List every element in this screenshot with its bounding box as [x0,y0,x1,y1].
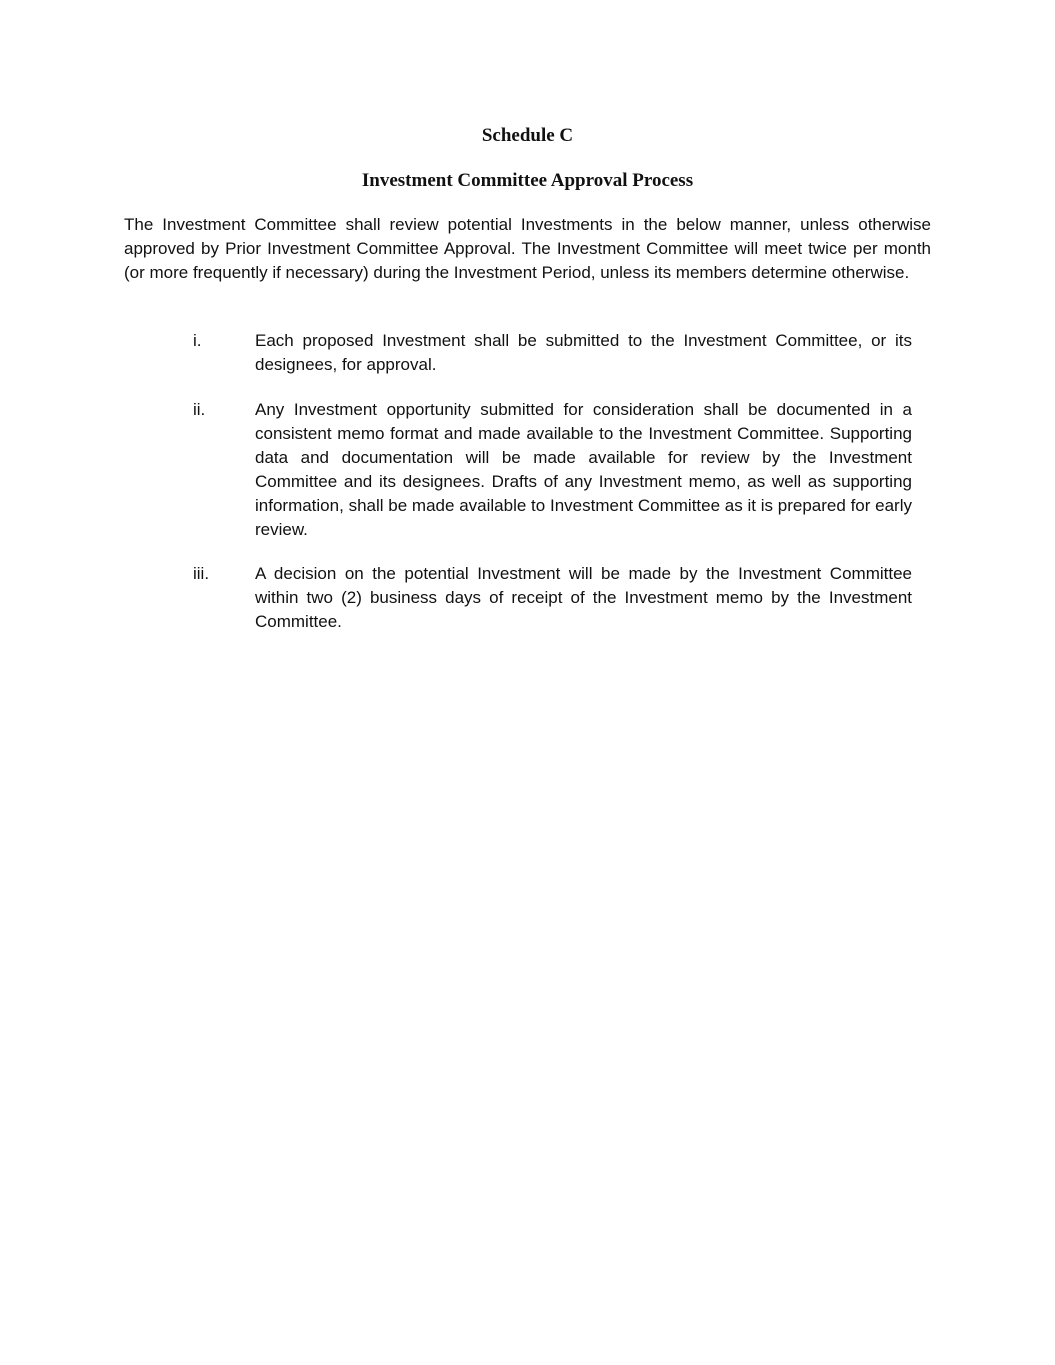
list-item-text: Any Investment opportunity submitted for consideration shall be documented in a consistent memo format and made available to the Investment Committee. Supporting data and documentation will be made available for review by the Investment Committee and its designees. Drafts of any Investment memo, as well as supporting information, shall be made available to Investment Committee as it is prepared for early review. [255,400,912,539]
schedule-title: Schedule C [481,125,574,146]
list-item [193,398,912,542]
list-item-text: Each proposed Investment shall be submitted to the Investment Committee, or its designees, for approval. [255,331,912,374]
list-item-text: A decision on the potential Investment will be made by the Investment Committee within two (2) business days of receipt of the Investment memo by the Investment Committee. [255,564,912,631]
intro-paragraph: The Investment Committee shall review potential Investments in the below manner, unless otherwise approved by Prior Investment Committee Approval. The Investment Committee will meet twice per month (or more frequently if necessary) during the Investment Period, unless its members determine otherwise. [124,215,931,282]
list-item-number: i. [193,331,202,350]
list-item [193,562,912,634]
list-item-number: ii. [193,400,206,419]
section-heading: Investment Committee Approval Process [361,170,694,191]
list-item-number: iii. [193,564,210,583]
list-item [193,329,912,377]
